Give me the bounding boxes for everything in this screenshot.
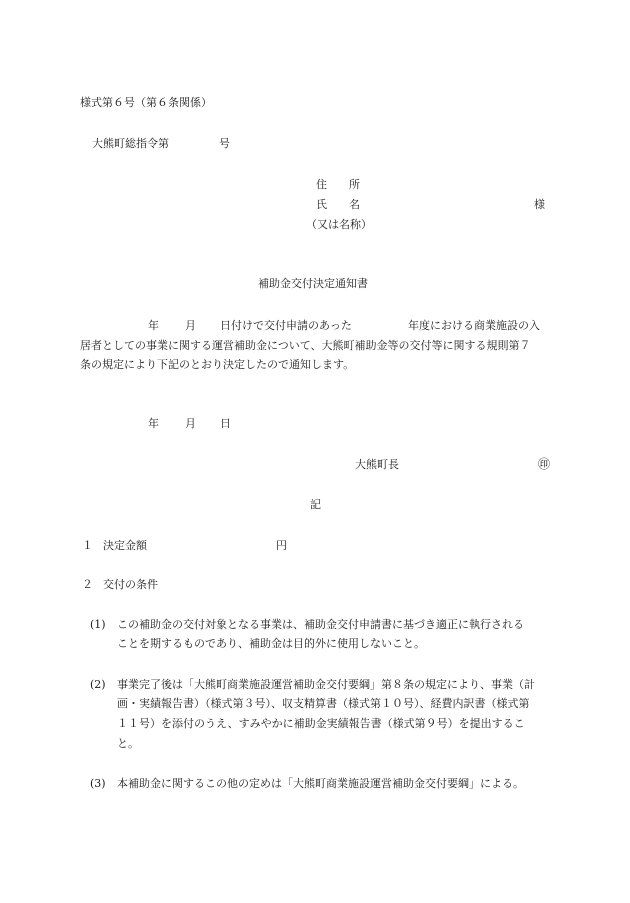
ki-heading: 記 (310, 498, 321, 511)
name-label: 氏 名 (316, 198, 360, 211)
condition-2-line-3: １１号）を添付のうえ、すみやかに補助金実績報告書（様式第９号）を提出するこ (117, 717, 525, 730)
condition-1-line-2: ことを期するものであり、補助金は目的外に使用しないこと。 (117, 637, 425, 650)
condition-1-line-1: この補助金の交付対象となる事業は、補助金交付申請書に基づき適正に執行される (117, 618, 524, 631)
document-number-suffix: 号 (219, 137, 230, 150)
condition-3-number: (3) (90, 777, 106, 790)
date-day: 日 (220, 417, 231, 430)
condition-2-line-4: と。 (117, 737, 139, 750)
document-number-prefix: 大熊町総指令第 (92, 137, 169, 150)
name-note: （又は名称） (306, 218, 372, 231)
condition-2-number: (2) (90, 678, 106, 691)
date-year: 年 (148, 417, 159, 430)
body-day-text: 日付けで交付申請のあった (220, 319, 352, 332)
item1-label: 決定金額 (103, 539, 147, 552)
condition-3-line-1: 本補助金に関するこの他の定めは「大熊町商業施設運営補助金交付要綱」による。 (117, 777, 524, 790)
date-month: 月 (185, 417, 196, 430)
condition-1-number: (1) (90, 618, 106, 631)
item2-number: ２ (82, 578, 93, 591)
address-label: 住 所 (316, 178, 360, 191)
issuer-title: 大熊町長 (355, 458, 399, 471)
item2-label: 交付の条件 (103, 578, 158, 591)
body-line-3: 条の規定により下記のとおり決定したので通知します。 (80, 358, 355, 371)
condition-2-line-2: 画・実績報告書）（様式第３号）、収支精算書（様式第１０号）、経費内訳書（様式第 (117, 697, 530, 710)
item1-number: １ (82, 539, 93, 552)
item1-unit: 円 (276, 539, 287, 552)
body-month: 月 (185, 319, 196, 332)
honorific: 様 (534, 198, 545, 211)
body-year: 年 (148, 319, 159, 332)
form-label: 様式第６号（第６条関係） (80, 96, 212, 109)
document-title: 補助金交付決定通知書 (258, 277, 368, 290)
body-line-2: 居者としての事業に関する運営補助金について、大熊町補助金等の交付等に関する規則第７ (80, 339, 531, 352)
seal-mark: ㊞ (538, 457, 551, 471)
condition-2-line-1: 事業完了後は「大熊町商業施設運営補助金交付要綱」第８条の規定により、事業（計 (117, 678, 535, 691)
body-fiscal-year-text: 年度における商業施設の入 (408, 319, 540, 332)
